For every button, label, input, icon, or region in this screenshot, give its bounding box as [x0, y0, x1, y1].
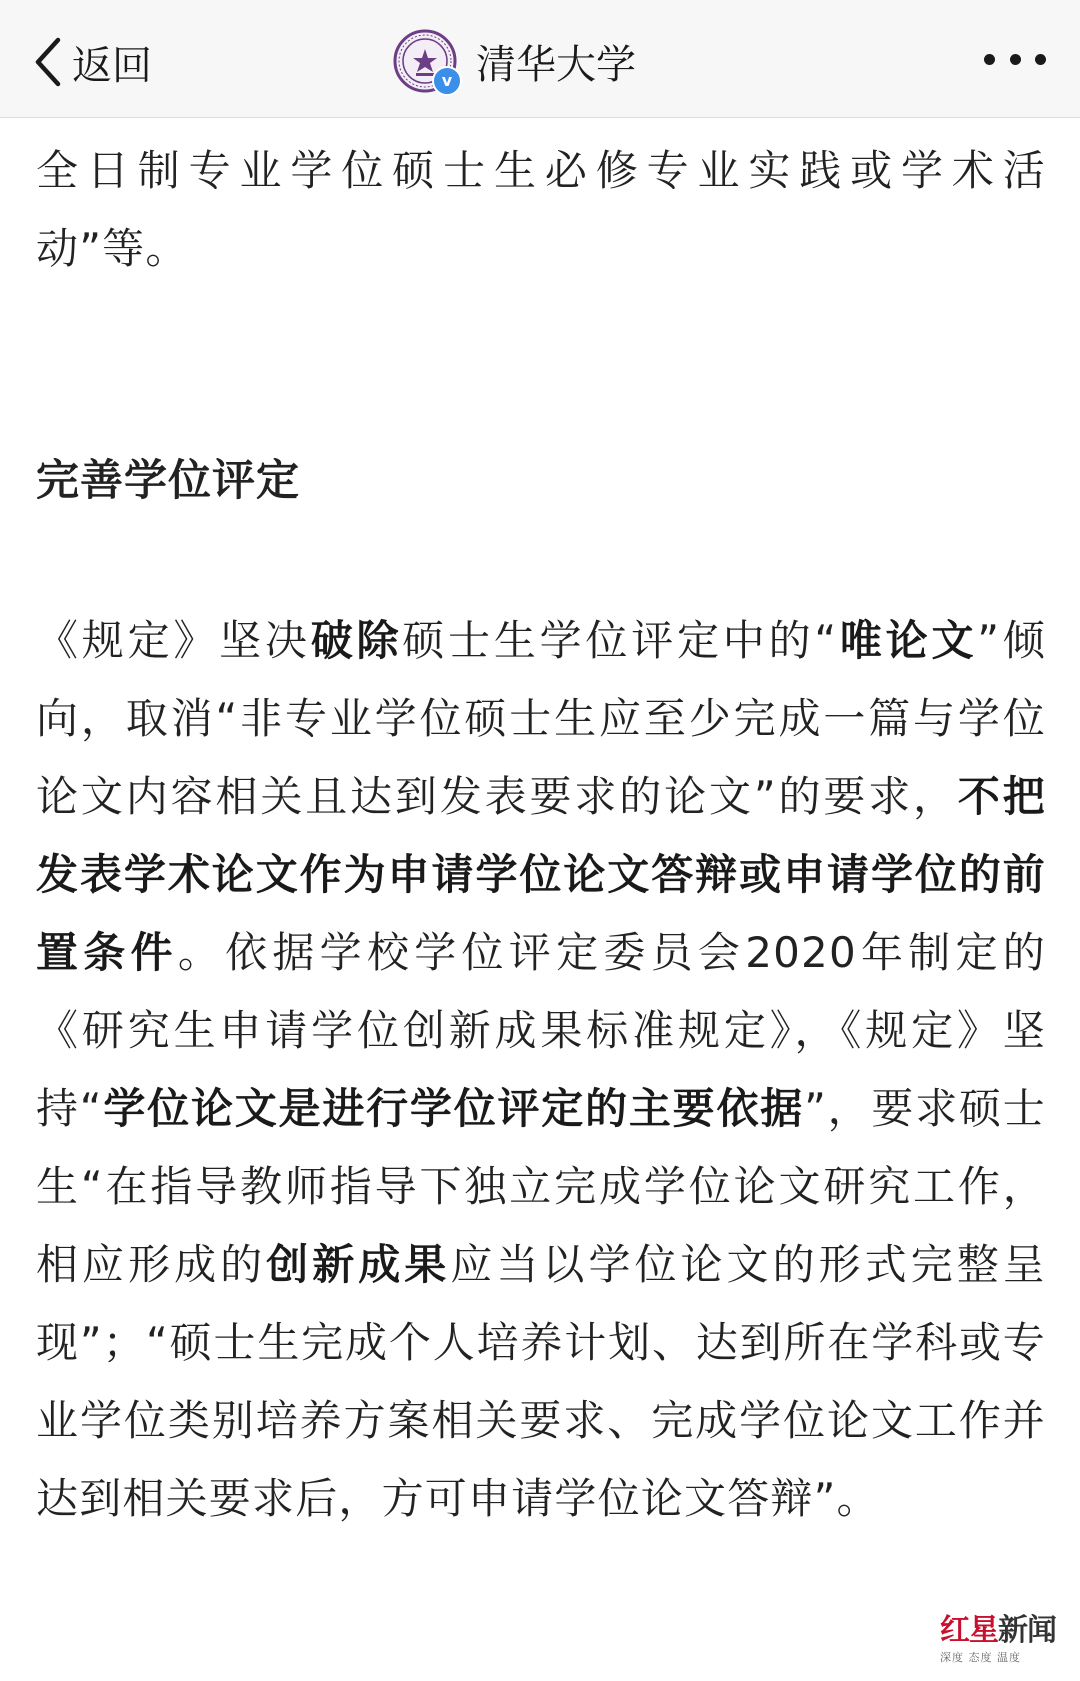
watermark-logo-part2: 星	[969, 1613, 998, 1648]
more-dots-icon	[1035, 54, 1046, 65]
emphasis-text: 破除	[310, 616, 403, 665]
body-text: 《规定》坚决	[36, 616, 311, 665]
article-paragraph-2	[36, 602, 1046, 1538]
body-text: ”，要求硕士生“在指导教师指导下独立完成学位论文研究工作，相应形成的	[36, 1084, 1046, 1289]
back-button[interactable]	[30, 34, 152, 90]
verified-icon: v	[432, 66, 462, 96]
emphasis-text: 创新成果	[266, 1240, 451, 1289]
body-text: 应当以学位论文的形式完整呈现”；“硕士生完成个人培养计划、达到所在学科或专业学位类别培养方案相关要求、完成学位论文工作并达到相关要求后，方可申请学位论文答辩”。	[36, 1240, 1046, 1523]
avatar[interactable]	[392, 28, 458, 94]
more-options-button[interactable]	[984, 44, 1046, 74]
account-header[interactable]	[392, 26, 636, 96]
hongxing-news-watermark	[940, 1605, 1070, 1675]
body-text: ”倾向，取消“非专业学位硕士生应至少完成一篇与学位论文内容相关且达到发表要求的论文”的要求，	[36, 616, 1046, 821]
more-dots-icon	[984, 54, 995, 65]
top-navbar	[0, 0, 1080, 118]
body-text: 全日制专业学位硕士生必修专业实践或学术活动”等。	[36, 146, 1046, 273]
watermark-slogan: 深度 态度 温度	[940, 1651, 1021, 1664]
more-dots-icon	[1010, 54, 1021, 65]
chevron-left-icon	[30, 34, 66, 90]
account-name[interactable]: 清华大学	[476, 41, 636, 88]
emphasis-text: 唯论文	[837, 616, 978, 665]
emphasis-text: 学位论文是进行学位评定的主要依据	[102, 1084, 805, 1133]
article-paragraph-1	[36, 132, 1046, 288]
emphasis-text: 不把发表学术论文作为申请学位论文答辩或申请学位的前置条件	[36, 772, 1046, 977]
watermark-logo-part3: 新闻	[998, 1613, 1056, 1648]
watermark-logo-part1: 红	[940, 1613, 969, 1648]
body-text: 。依据学校学位评定委员会2020年制定的《研究生申请学位创新成果标准规定》，《规定》坚持“	[36, 928, 1046, 1133]
section-heading: 完善学位评定	[36, 456, 300, 506]
back-label: 返回	[72, 42, 152, 89]
body-text: 硕士生学位评定中的“	[402, 616, 838, 665]
